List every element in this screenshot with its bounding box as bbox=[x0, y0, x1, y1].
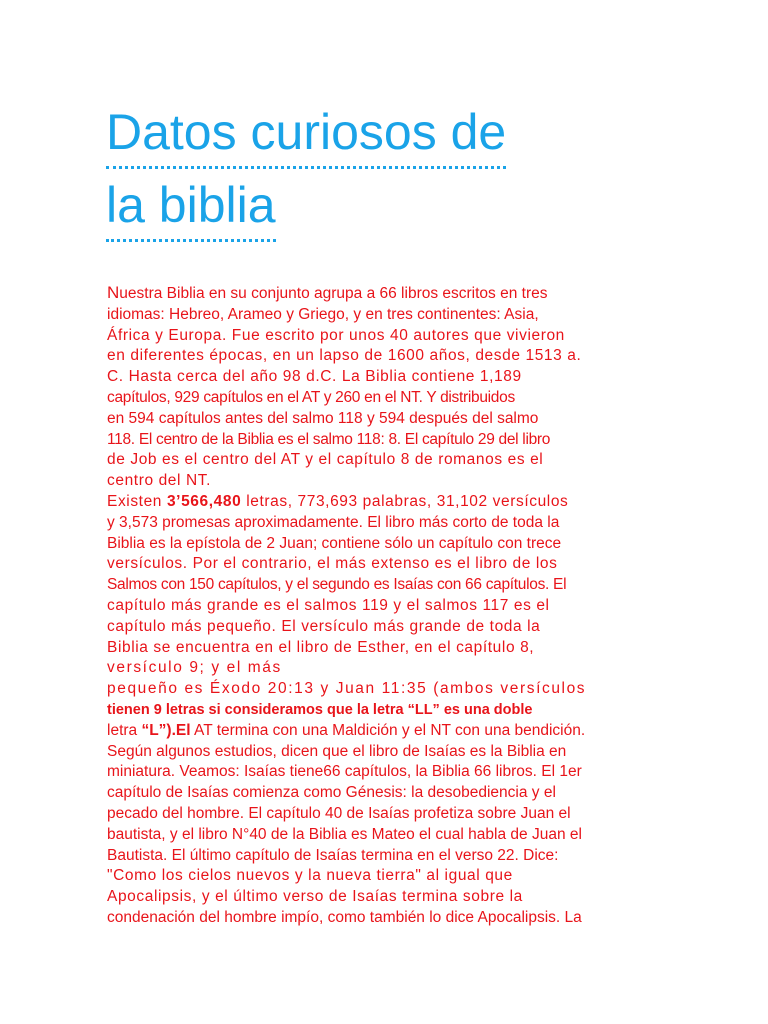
body-line-16: capítulo más grande es el salmos 119 y el salmos 117 es el bbox=[107, 596, 550, 614]
title-line-2: la biblia bbox=[106, 173, 276, 242]
body-line-24: miniatura. Veamos: Isaías tiene66 capítulos, la Biblia 66 libros. El 1er bbox=[107, 763, 582, 781]
body-line-21: tienen 9 letras si consideramos que la letra “LL” es una doble bbox=[107, 701, 533, 718]
body-line-15: Salmos con 150 capítulos, y el segundo es Isaías con 66 capítulos. El bbox=[107, 576, 567, 594]
body-line-8: 118. El centro de la Biblia es el salmo 118: 8. El capítulo 29 del libro bbox=[107, 430, 551, 448]
letter-count: 3’566,480 bbox=[166, 492, 242, 510]
body-line-31: condenación del hombre impío, como también lo dice Apocalipsis. La bbox=[107, 908, 582, 926]
title-line-1: Datos curiosos de bbox=[106, 100, 506, 169]
body-line-28: Bautista. El último capítulo de Isaías termina en el verso 22. Dice: bbox=[107, 846, 559, 864]
body-line-12: y 3,573 promesas aproximadamente. El libro más corto de toda la bbox=[107, 513, 560, 531]
body-line-1: Nuestra Biblia en su conjunto agrupa a 66 libros escritos en tres bbox=[107, 283, 548, 302]
body-line-27: bautista, y el libro N°40 de la Biblia es Mateo el cual habla de Juan el bbox=[107, 825, 582, 843]
body-line-5: C. Hasta cerca del año 98 d.C. La Biblia contiene 1,189 bbox=[107, 368, 522, 386]
body-line-9: de Job es el centro del AT y el capítulo 8 de romanos es el bbox=[107, 451, 544, 469]
body-line-6: capítulos, 929 capítulos en el AT y 260 en el NT. Y distribuidos bbox=[107, 388, 515, 406]
body-line-2: idiomas: Hebreo, Arameo y Griego, y en tres continentes: Asia, bbox=[107, 305, 539, 323]
body-line-11: Existen 3’566,480 letras, 773,693 palabras, 31,102 versículos bbox=[107, 492, 569, 510]
body-line-4: en diferentes épocas, en un lapso de 1600 años, desde 1513 a. bbox=[107, 347, 582, 365]
body-line-23: Según algunos estudios, dicen que el libro de Isaías es la Biblia en bbox=[107, 742, 567, 760]
body-line-3: África y Europa. Fue escrito por unos 40 autores que vivieron bbox=[107, 326, 565, 344]
body-line-20: pequeño es Éxodo 20:13 y Juan 11:35 (ambos versículos bbox=[107, 680, 587, 698]
body-line-17: capítulo más pequeño. El versículo más grande de toda la bbox=[107, 617, 541, 635]
document-title bbox=[106, 100, 666, 242]
body-line-25: capítulo de Isaías comienza como Génesis: la desobediencia y el bbox=[107, 784, 556, 802]
body-line-19: versículo 9; y el más bbox=[107, 659, 282, 677]
body-line-7: en 594 capítulos antes del salmo 118 y 594 después del salmo bbox=[107, 409, 539, 427]
drop-letter: N bbox=[107, 283, 120, 302]
body-line-13: Biblia es la epístola de 2 Juan; contiene sólo un capítulo con trece bbox=[107, 534, 562, 552]
body-line-18: Biblia se encuentra en el libro de Esther, en el capítulo 8, bbox=[107, 638, 535, 656]
body-line-22: letra “L”).El AT termina con una Maldición y el NT con una bendición. bbox=[107, 721, 586, 739]
body-line-26: pecado del hombre. El capítulo 40 de Isaías profetiza sobre Juan el bbox=[107, 804, 571, 822]
body-line-14: versículos. Por el contrario, el más extenso es el libro de los bbox=[107, 555, 558, 573]
document-body bbox=[107, 283, 667, 929]
body-line-29: "Como los cielos nuevos y la nueva tierra" al igual que bbox=[107, 867, 513, 885]
body-line-30: Apocalipsis, y el último verso de Isaías termina sobre la bbox=[107, 888, 523, 906]
body-line-10: centro del NT. bbox=[107, 472, 212, 490]
